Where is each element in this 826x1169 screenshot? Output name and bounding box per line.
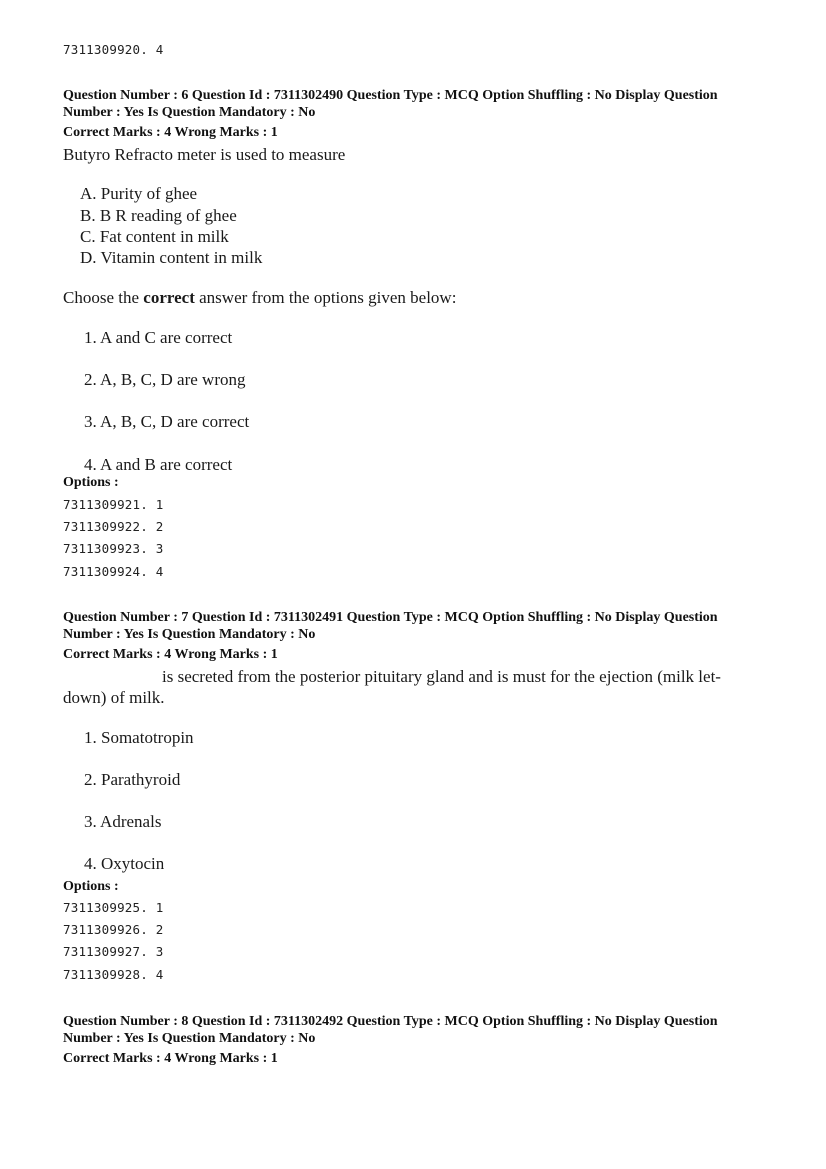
option-id: 7311309924. 4 — [63, 564, 164, 579]
statement-b: B. B R reading of ghee — [80, 206, 237, 225]
option-id: 7311309922. 2 — [63, 519, 164, 534]
statement-a: A. Purity of ghee — [80, 184, 198, 203]
statement-d: D. Vitamin content in milk — [80, 248, 263, 267]
option-id: 7311309927. 3 — [63, 944, 164, 959]
question-7-meta-line1: Question Number : 7 Question Id : 7311302491 Question Type : MCQ Option Shuffling : No Display Question — [63, 610, 718, 625]
question-7-choice-1: 1. Somatotropin — [84, 728, 194, 747]
question-7-meta-line2: Number : Yes Is Question Mandatory : No — [63, 627, 316, 642]
option-id: 7311309928. 4 — [63, 967, 164, 982]
instruction-pre: Choose the — [63, 288, 144, 307]
question-6-stem: Butyro Refracto meter is used to measure — [63, 145, 346, 164]
question-8-meta-line2: Number : Yes Is Question Mandatory : No — [63, 1031, 316, 1046]
question-6-instruction — [63, 288, 456, 308]
question-7-choice-2: 2. Parathyroid — [84, 770, 181, 789]
question-7-choice-3: 3. Adrenals — [84, 812, 162, 831]
question-6-meta-line2: Number : Yes Is Question Mandatory : No — [63, 105, 316, 120]
question-6-choice-2: 2. A, B, C, D are wrong — [84, 370, 246, 389]
option-id: 7311309925. 1 — [63, 900, 164, 915]
question-6-choice-3: 3. A, B, C, D are correct — [84, 412, 250, 431]
instruction-post: answer from the options given below: — [194, 288, 457, 307]
option-id-top: 7311309920. 4 — [63, 42, 164, 57]
question-6-meta-line1: Question Number : 6 Question Id : 7311302490 Question Type : MCQ Option Shuffling : No Display Question — [63, 88, 718, 103]
question-6-choice-4: 4. A and B are correct — [84, 455, 233, 474]
question-6-marks: Correct Marks : 4 Wrong Marks : 1 — [63, 125, 278, 140]
statement-c: C. Fat content in milk — [80, 227, 229, 246]
option-id: 7311309921. 1 — [63, 497, 164, 512]
question-7-choice-4: 4. Oxytocin — [84, 854, 165, 873]
question-7-stem-line2: down) of milk. — [63, 688, 165, 707]
option-id: 7311309926. 2 — [63, 922, 164, 937]
question-7-stem-line1: is secreted from the posterior pituitary gland and is must for the ejection (milk let- — [162, 667, 721, 686]
question-7-options-label: Options : — [63, 879, 119, 894]
option-id: 7311309923. 3 — [63, 541, 164, 556]
question-8-marks: Correct Marks : 4 Wrong Marks : 1 — [63, 1051, 278, 1066]
question-6-options-label: Options : — [63, 475, 119, 490]
question-8-meta-line1: Question Number : 8 Question Id : 7311302492 Question Type : MCQ Option Shuffling : No Display Question — [63, 1014, 718, 1029]
question-7-marks: Correct Marks : 4 Wrong Marks : 1 — [63, 647, 278, 662]
instruction-bold: correct — [143, 288, 195, 307]
question-6-choice-1: 1. A and C are correct — [84, 328, 233, 347]
